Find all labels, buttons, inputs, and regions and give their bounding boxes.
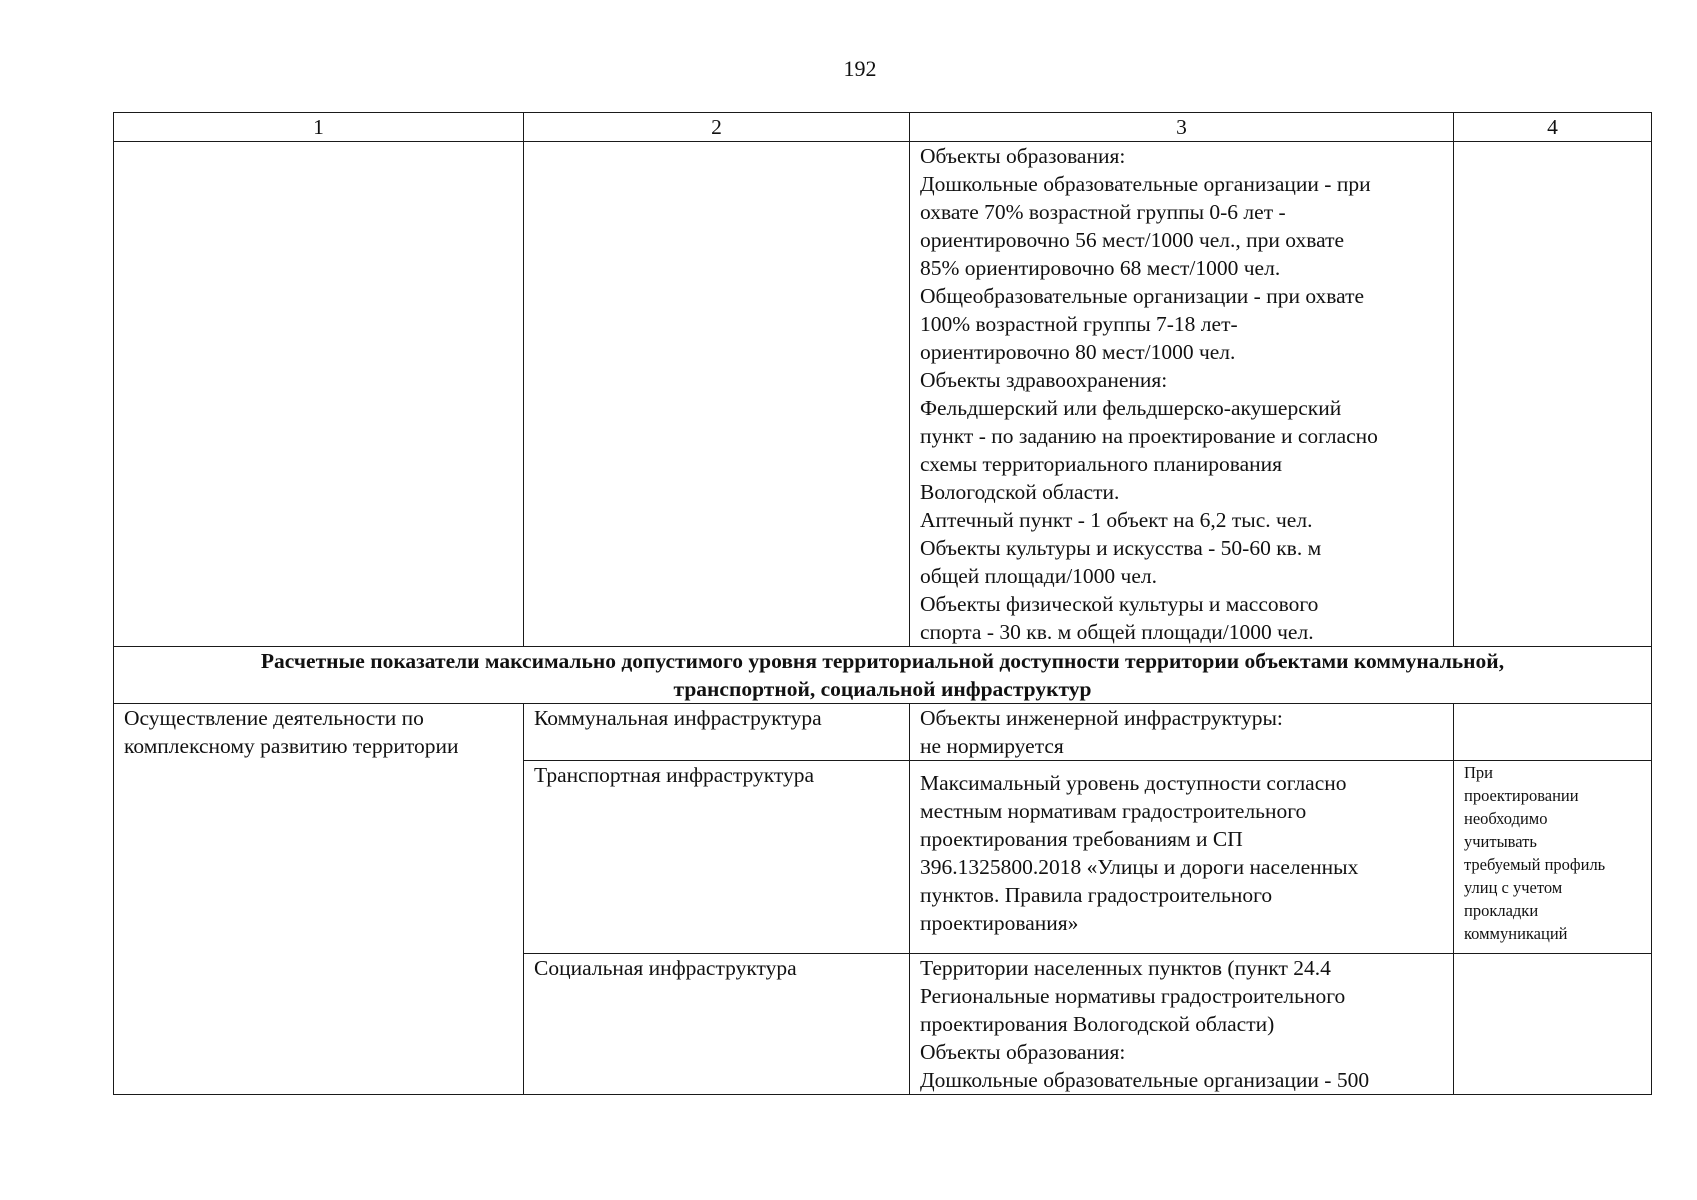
- text-line: 396.1325800.2018 «Улицы и дороги населенных: [920, 855, 1359, 879]
- text-line: 100% возрастной группы 7-18 лет-: [920, 312, 1238, 336]
- text-line: Дошкольные образовательные организации - 500: [920, 1068, 1370, 1092]
- text-line: ориентировочно 80 мест/1000 чел.: [920, 340, 1236, 364]
- text-line: проектирования»: [920, 911, 1079, 935]
- text-line: Вологодской области.: [920, 480, 1120, 504]
- text-line: Объекты инженерной инфраструктуры:: [920, 706, 1283, 730]
- section-title-row: [114, 647, 1652, 704]
- note-line: проектировании: [1464, 786, 1579, 805]
- text-line: Осуществление деятельности по: [124, 706, 424, 730]
- cell-empty-col4: [1454, 954, 1652, 1095]
- column-number-3: 3: [910, 113, 1454, 142]
- cell-empty-col4: [1454, 704, 1652, 761]
- text-line: Дошкольные образовательные организации - при: [920, 172, 1371, 196]
- cell-empty-col4: [1454, 142, 1652, 647]
- text-line: Фельдшерский или фельдшерско-акушерский: [920, 396, 1342, 420]
- text-line: Объекты культуры и искусства - 50-60 кв. м: [920, 536, 1322, 560]
- text-line: Объекты образования:: [920, 1040, 1126, 1064]
- text-line: пунктов. Правила градостроительного: [920, 883, 1273, 907]
- note-line: При: [1464, 763, 1493, 782]
- text-line: пункт - по заданию на проектирование и согласно: [920, 424, 1378, 448]
- text-line: местным нормативам градостроительного: [920, 799, 1307, 823]
- note-line: учитывать: [1464, 832, 1537, 851]
- cell-note: [1454, 761, 1652, 954]
- cell-requirements-text: [910, 704, 1454, 761]
- note-line: прокладки: [1464, 901, 1539, 920]
- text-line: Объекты здравоохранения:: [920, 368, 1168, 392]
- column-number-2: 2: [524, 113, 910, 142]
- text-line: схемы территориального планирования: [920, 452, 1283, 476]
- section-title-line: транспортной, социальной инфраструктур: [673, 677, 1092, 701]
- cell-requirements-text: [910, 142, 1454, 647]
- text-line: спорта - 30 кв. м общей площади/1000 чел.: [920, 620, 1314, 644]
- table-row-communal: [114, 704, 1652, 761]
- text-line: Объекты образования:: [920, 144, 1126, 168]
- cell-requirements-text: [910, 761, 1454, 954]
- text-line: Аптечный пункт - 1 объект на 6,2 тыс. чел.: [920, 508, 1313, 532]
- section-title: [114, 647, 1652, 704]
- text-line: охвате 70% возрастной группы 0-6 лет -: [920, 200, 1286, 224]
- cell-infrastructure-type: Коммунальная инфраструктура: [524, 704, 910, 761]
- text-line: Объекты физической культуры и массового: [920, 592, 1319, 616]
- cell-empty-col1: [114, 142, 524, 647]
- text-line: 85% ориентировочно 68 мест/1000 чел.: [920, 256, 1281, 280]
- cell-empty-col2: [524, 142, 910, 647]
- cell-infrastructure-type: Транспортная инфраструктура: [524, 761, 910, 954]
- text-line: Общеобразовательные организации - при охвате: [920, 284, 1365, 308]
- cell-infrastructure-type: Социальная инфраструктура: [524, 954, 910, 1095]
- text-line: Территории населенных пунктов (пункт 24.4: [920, 956, 1331, 980]
- text-line: Региональные нормативы градостроительного: [920, 984, 1346, 1008]
- text-line: проектирования Вологодской области): [920, 1012, 1275, 1036]
- note-line: требуемый профиль: [1464, 855, 1606, 874]
- text-line: проектирования требованиям и СП: [920, 827, 1243, 851]
- note-line: улиц с учетом: [1464, 878, 1563, 897]
- cell-activity-type: [114, 704, 524, 1095]
- norms-table: [113, 112, 1652, 1095]
- cell-requirements-text: [910, 954, 1454, 1095]
- text-line: Максимальный уровень доступности согласно: [920, 771, 1347, 795]
- column-number-1: 1: [114, 113, 524, 142]
- table-row-education-health: [114, 142, 1652, 647]
- note-line: коммуникаций: [1464, 924, 1568, 943]
- text-line: комплексному развитию территории: [124, 734, 459, 758]
- section-title-line: Расчетные показатели максимально допустимого уровня территориальной доступности территории объектами коммунальной,: [260, 649, 1505, 673]
- note-line: необходимо: [1464, 809, 1548, 828]
- text-line: ориентировочно 56 мест/1000 чел., при охвате: [920, 228, 1345, 252]
- column-number-4: 4: [1454, 113, 1652, 142]
- table-header-row: [114, 113, 1652, 142]
- text-line: общей площади/1000 чел.: [920, 564, 1158, 588]
- page-number: 192: [843, 56, 877, 81]
- text-line: не нормируется: [920, 734, 1064, 758]
